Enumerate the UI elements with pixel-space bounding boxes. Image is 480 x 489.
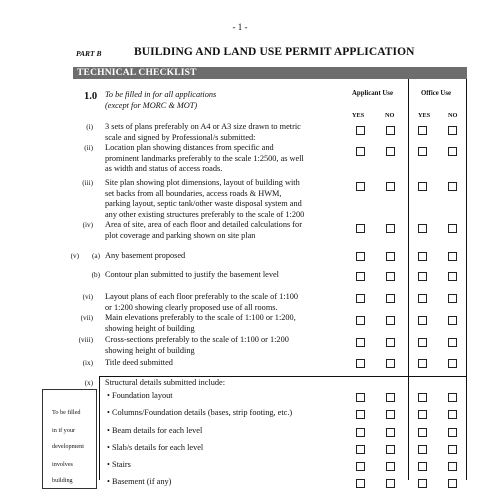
office-no-checkbox[interactable] <box>448 272 457 281</box>
applicant-no-checkbox[interactable] <box>386 294 395 303</box>
applicant-no-checkbox[interactable] <box>386 252 395 261</box>
office-yes-checkbox[interactable] <box>418 393 427 402</box>
item-text: as width and status of access roads. <box>105 164 223 174</box>
applicant-yes-checkbox[interactable] <box>356 428 365 437</box>
office-yes-checkbox[interactable] <box>418 147 427 156</box>
applicant-no-checkbox[interactable] <box>386 126 395 135</box>
item-number: (vii) <box>80 314 93 322</box>
item-number: (ii) <box>84 144 93 152</box>
office-yes-checkbox[interactable] <box>418 462 427 471</box>
applicant-no-checkbox[interactable] <box>386 316 395 325</box>
item-text: or 1:200 showing clearly proposed use of all rooms. <box>105 302 278 312</box>
structural-item: • Stairs <box>107 460 131 469</box>
section-description <box>105 89 216 111</box>
item-number: (iii) <box>82 179 93 187</box>
office-no-header: NO <box>448 112 458 119</box>
section-desc-line: To be filled in for all applications <box>105 90 217 99</box>
side-note-line: building <box>52 477 73 484</box>
office-no-checkbox[interactable] <box>448 338 457 347</box>
item-text: Structural details submitted include: <box>105 378 226 387</box>
office-no-checkbox[interactable] <box>448 479 457 488</box>
office-no-checkbox[interactable] <box>448 294 457 303</box>
office-no-checkbox[interactable] <box>448 182 457 191</box>
item-text: any other existing structures preferably to the scale of 1:200 <box>105 209 305 219</box>
side-note-line: involves <box>52 461 73 468</box>
page-number: - 1 - <box>232 22 248 32</box>
applicant-no-checkbox[interactable] <box>386 393 395 402</box>
applicant-yes-header: YES <box>352 112 365 119</box>
item-text: scale and signed by Professional/s submitted: <box>105 132 256 142</box>
item-number: (vi) <box>82 293 93 301</box>
item-text: showing height of building <box>105 345 195 355</box>
applicant-no-checkbox[interactable] <box>386 428 395 437</box>
applicant-yes-checkbox[interactable] <box>356 410 365 419</box>
applicant-yes-checkbox[interactable] <box>356 147 365 156</box>
applicant-no-checkbox[interactable] <box>386 445 395 454</box>
office-no-checkbox[interactable] <box>448 126 457 135</box>
office-yes-checkbox[interactable] <box>418 410 427 419</box>
right-border <box>466 79 467 480</box>
item-number: (iv) <box>82 221 93 229</box>
office-yes-checkbox[interactable] <box>418 272 427 281</box>
item-text: Any basement proposed <box>105 251 186 260</box>
applicant-no-checkbox[interactable] <box>386 479 395 488</box>
office-yes-checkbox[interactable] <box>418 224 427 233</box>
item-text: Main elevations preferably to the scale of 1:100 or 1:200, <box>105 313 296 322</box>
office-no-checkbox[interactable] <box>448 359 457 368</box>
applicant-no-checkbox[interactable] <box>386 338 395 347</box>
applicant-no-checkbox[interactable] <box>386 182 395 191</box>
office-yes-checkbox[interactable] <box>418 338 427 347</box>
applicant-yes-checkbox[interactable] <box>356 338 365 347</box>
side-note-line: To be filled <box>52 409 81 416</box>
item-text: Title deed submitted <box>105 358 173 367</box>
applicant-no-checkbox[interactable] <box>386 224 395 233</box>
office-no-checkbox[interactable] <box>448 252 457 261</box>
structural-item: • Foundation layout <box>107 391 173 400</box>
structural-item: • Slab/s details for each level <box>107 443 204 452</box>
applicant-yes-checkbox[interactable] <box>356 126 365 135</box>
office-yes-checkbox[interactable] <box>418 182 427 191</box>
structural-item: • Basement (if any) <box>107 477 172 486</box>
item-text: Area of site, area of each floor and detailed calculations for <box>105 220 302 229</box>
structural-item: • Columns/Foundation details (bases, strip footing, etc.) <box>107 408 293 417</box>
applicant-yes-checkbox[interactable] <box>356 272 365 281</box>
item-text: showing height of building <box>105 323 195 333</box>
item-text: 3 sets of plans preferably on A4 or A3 size drawn to metric <box>105 122 301 131</box>
item-text: parking layout, septic tank/other waste disposal system and <box>105 199 302 209</box>
form-title: BUILDING AND LAND USE PERMIT APPLICATION <box>134 46 415 58</box>
structural-item: • Beam details for each level <box>107 426 203 435</box>
applicant-yes-checkbox[interactable] <box>356 316 365 325</box>
item-subnumber: (a) <box>92 252 100 260</box>
section-number: 1.0 <box>84 91 98 102</box>
applicant-yes-checkbox[interactable] <box>356 252 365 261</box>
section-desc-line: (except for MORC & MOT) <box>105 101 198 110</box>
item-number: (ix) <box>82 359 93 367</box>
office-yes-checkbox[interactable] <box>418 294 427 303</box>
item-text: set backs from all boundaries, access roads & HWM, <box>105 188 282 198</box>
applicant-yes-checkbox[interactable] <box>356 359 365 368</box>
item-number: (b) <box>91 271 100 279</box>
office-no-checkbox[interactable] <box>448 147 457 156</box>
item-text: Site plan showing plot dimensions, layout of building with <box>105 178 300 187</box>
office-no-checkbox[interactable] <box>448 410 457 419</box>
side-note-box <box>42 389 97 489</box>
office-yes-checkbox[interactable] <box>418 359 427 368</box>
office-no-checkbox[interactable] <box>448 445 457 454</box>
office-no-checkbox[interactable] <box>448 462 457 471</box>
structural-box-top <box>99 376 466 377</box>
applicant-yes-checkbox[interactable] <box>356 462 365 471</box>
applicant-no-checkbox[interactable] <box>386 147 395 156</box>
applicant-yes-checkbox[interactable] <box>356 182 365 191</box>
applicant-yes-checkbox[interactable] <box>356 393 365 402</box>
structural-box-left <box>99 376 100 480</box>
applicant-yes-checkbox[interactable] <box>356 294 365 303</box>
item-number: (v) <box>70 252 79 260</box>
part-label: PART B <box>76 49 102 58</box>
item-number: (viii) <box>78 336 93 344</box>
office-yes-checkbox[interactable] <box>418 252 427 261</box>
applicant-no-checkbox[interactable] <box>386 410 395 419</box>
office-yes-checkbox[interactable] <box>418 126 427 135</box>
office-yes-checkbox[interactable] <box>418 428 427 437</box>
section-bar-label: TECHNICAL CHECKLIST <box>77 68 197 78</box>
side-note-line: development <box>52 443 84 450</box>
item-text: prominent landmarks preferably to the scale 1:2500, as well <box>105 153 304 163</box>
item-text: plot coverage and parking shown on site plan <box>105 230 256 240</box>
office-no-checkbox[interactable] <box>448 224 457 233</box>
section-bar <box>73 67 467 79</box>
office-no-checkbox[interactable] <box>448 428 457 437</box>
office-yes-checkbox[interactable] <box>418 445 427 454</box>
item-text: Location plan showing distances from specific and <box>105 143 274 152</box>
office-no-checkbox[interactable] <box>448 316 457 325</box>
item-number: (x) <box>84 379 93 387</box>
applicant-yes-checkbox[interactable] <box>356 224 365 233</box>
office-yes-header: YES <box>418 112 431 119</box>
office-yes-checkbox[interactable] <box>418 479 427 488</box>
office-yes-checkbox[interactable] <box>418 316 427 325</box>
item-text: Layout plans of each floor preferably to the scale of 1:100 <box>105 292 299 301</box>
column-divider <box>408 79 409 480</box>
applicant-no-checkbox[interactable] <box>386 462 395 471</box>
side-note-line: in if your <box>52 427 76 434</box>
applicant-yes-checkbox[interactable] <box>356 479 365 488</box>
applicant-no-header: NO <box>385 112 395 119</box>
office-use-header: Office Use <box>421 90 452 97</box>
item-text: Cross-sections preferably to the scale of 1:100 or 1:200 <box>105 335 289 344</box>
applicant-use-header: Applicant Use <box>352 90 393 97</box>
applicant-no-checkbox[interactable] <box>386 272 395 281</box>
office-no-checkbox[interactable] <box>448 393 457 402</box>
item-number: (i) <box>86 123 93 131</box>
item-text: Contour plan submitted to justify the basement level <box>105 270 279 279</box>
applicant-yes-checkbox[interactable] <box>356 445 365 454</box>
applicant-no-checkbox[interactable] <box>386 359 395 368</box>
